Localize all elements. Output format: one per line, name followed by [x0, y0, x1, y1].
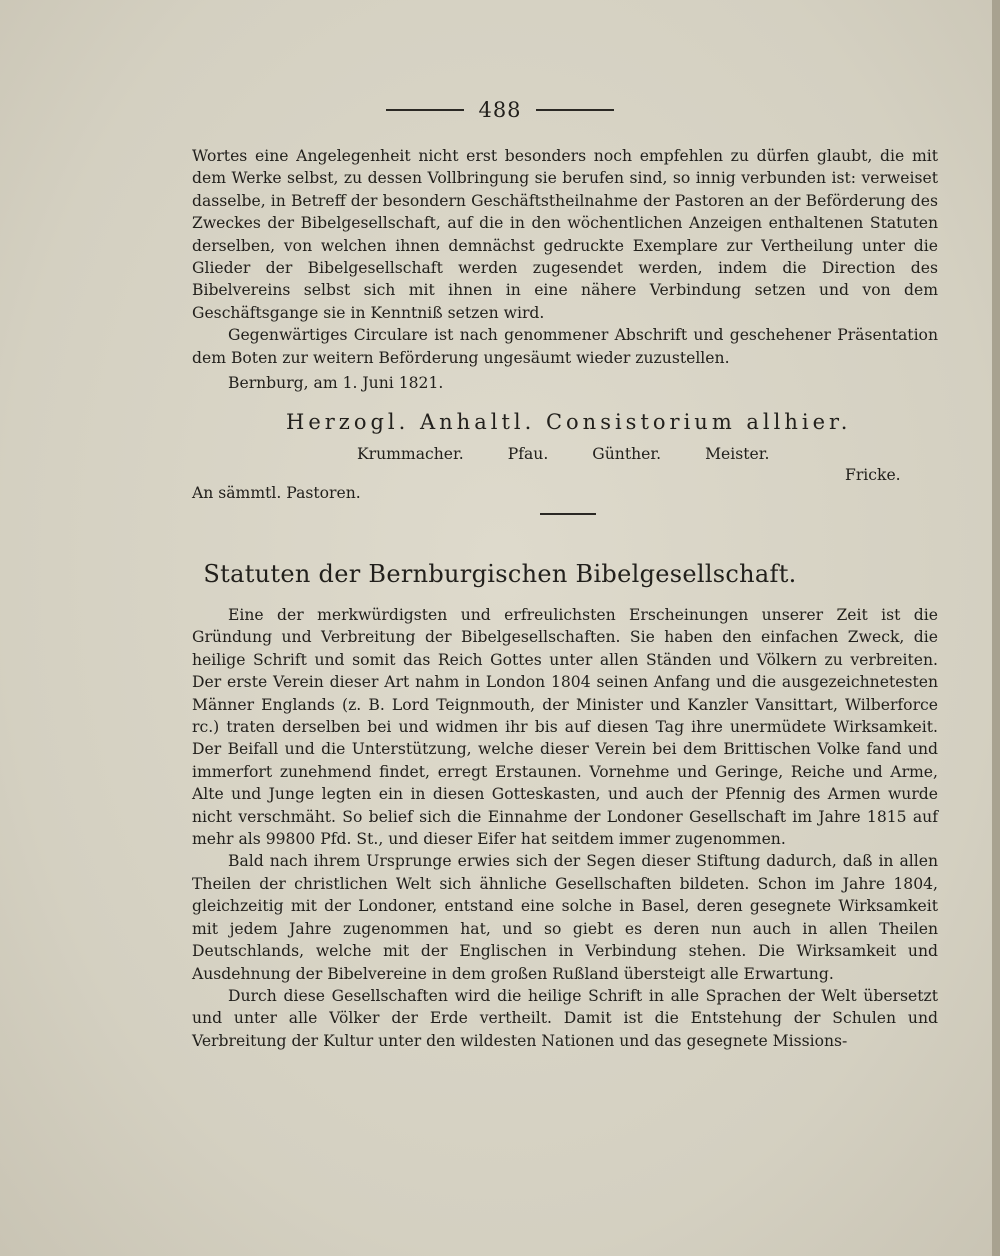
signatory: Pfau.: [507, 445, 549, 463]
body-paragraph: Bald nach ihrem Ursprunge erwies sich der Segen dieser Stiftung dadurch, daß in allen Theilen der christlichen Welt sich ähnliche Gesellschaften bildeten. Schon im Jahre 1804, gleichzeitig mit der Londoner, entstand eine solche in Basel, deren gesegnete Wirksamkeit mit jedem Jahre zugenommen hat, und so giebt es deren nun auch in allen Theilen Deutschlands, welche mit der Englischen in Verbindung stehen. Die Wirksamkeit und Ausdehnung der Bibelvereine in dem großen Rußland übersteigt alle Erwartung.: [192, 852, 938, 983]
top-text-block: [192, 145, 938, 369]
date-line: Bernburg, am 1. Juni 1821.: [228, 374, 444, 392]
header-rule-left: [386, 109, 464, 111]
body-paragraph: Eine der merkwürdigsten und erfreulichsten Erscheinungen unserer Zeit ist die Gründung und Verbreitung der Bibelgesellschaften. Sie haben den einfachen Zweck, die heilige Schrift und somit das Reich Gottes unter allen Ständen und Völkern zu verbreiten. Der erste Verein dieser Art nahm in London 1804 seinen Anfang und die ausgezeichnetesten Männer Englands (z. B. Lord Teignmouth, der Minister und Kanzler Vansittart, Wilberforce rc.) traten derselben bei und widmen ihr bis auf diesen Tag ihre unermüdete Wirksamkeit. Der Beifall und die Unterstützung, welche dieser Verein bei dem Brittischen Volke fand und immerfort zunehmend findet, erregt Erstaunen. Vornehme und Geringe, Reiche und Arme, Alte und Junge legten ein in diesen Gotteskasten, und auch der Pfennig des Armen wurde nicht verschmäht. So belief sich die Einnahme der Londoner Gesellschaft im Jahre 1815 auf mehr als 99800 Pfd. St., und dieser Eifer hat seitdem immer zugenommen.: [192, 606, 938, 849]
signatory: Günther.: [592, 445, 662, 463]
section-divider: [540, 513, 596, 515]
signatory-fricke: Fricke.: [845, 466, 901, 484]
page-header: [0, 98, 1000, 122]
body-paragraph: Durch diese Gesellschaften wird die heilige Schrift in alle Sprachen der Welt übersetzt und unter alle Völker der Erde vertheilt. Damit ist die Entstehung der Schulen und Verbreitung der Kultur unter den wildesten Nationen und das gesegnete Missions-: [192, 986, 938, 1050]
statutes-text-block: [192, 604, 938, 1052]
page-edge: [992, 0, 1000, 1256]
header-rule-right: [536, 109, 614, 111]
circular-paragraph: Gegenwärtiges Circulare ist nach genommener Abschrift und geschehener Präsentation dem Boten zur weitern Beförderung ungesäumt wieder zuzustellen.: [192, 326, 938, 367]
issuer-line: Herzogl. Anhaltl. Consistorium allhier.: [286, 410, 852, 434]
signatory: Krummacher.: [357, 445, 464, 463]
signatories: [357, 445, 769, 463]
page-number: 488: [478, 98, 522, 122]
section-heading: Statuten der Bernburgischen Bibelgesellschaft.: [203, 560, 797, 588]
signatory: Meister.: [705, 445, 770, 463]
addressee: An sämmtl. Pastoren.: [192, 484, 361, 502]
top-paragraph: Wortes eine Angelegenheit nicht erst besonders noch empfehlen zu dürfen glaubt, die mit dem Werke selbst, zu dessen Vollbringung sie berufen sind, so innig verbunden ist: verweiset dasselbe, in Betreff der besondern Geschäftstheilnahme der Pastoren an der Beförderung des Zweckes der Bibelgesellschaft, auf die in den wöchentlichen Anzeigen enthaltenen Statuten derselben, von welchen ihnen demnächst gedruckte Exemplare zur Vertheilung unter die Glieder der Bibelgesellschaft werden zugesendet werden, indem die Direction des Bibelvereins selbst sich mit ihnen in eine nähere Verbindung setzen und von dem Geschäftsgange sie in Kenntniß setzen wird.: [192, 147, 938, 322]
